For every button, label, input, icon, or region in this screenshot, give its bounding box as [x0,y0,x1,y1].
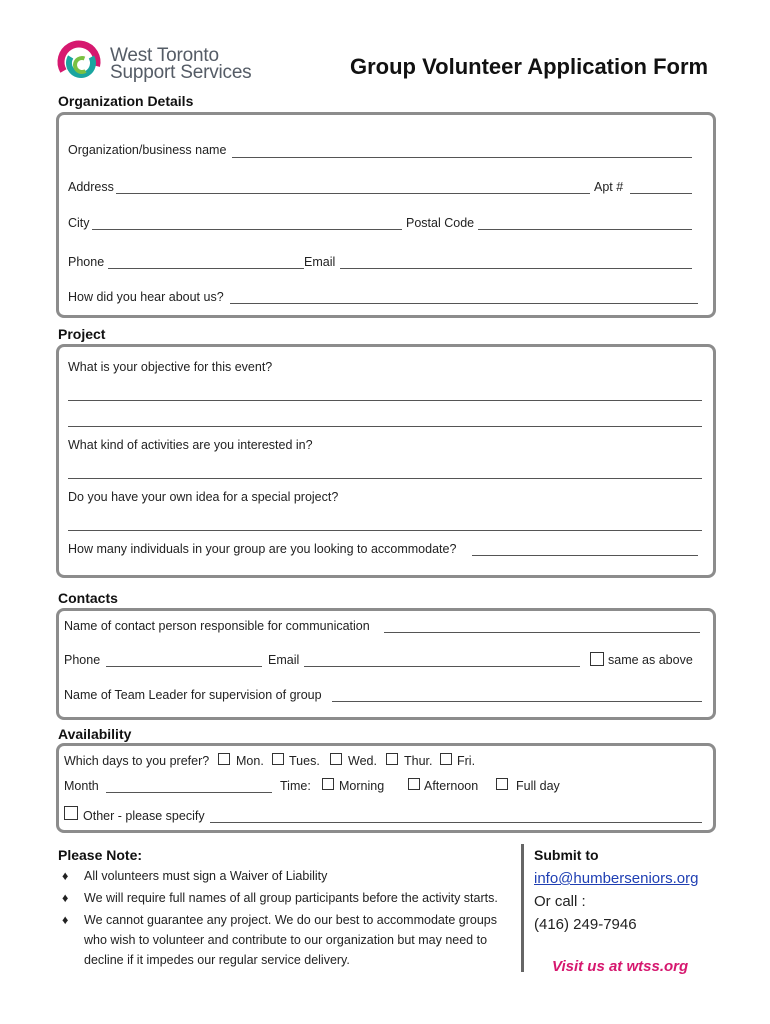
note-text-line-3: decline if it impedes our regular service delivery. [84,953,350,967]
afternoon-checkbox[interactable] [408,778,420,790]
bullet-icon: ♦ [62,891,69,905]
note-text-line-1: We cannot guarantee any project. We do our best to accommodate groups [84,913,497,927]
form-title: Group Volunteer Application Form [350,54,709,79]
org-email-field[interactable] [340,268,692,269]
afternoon-label: Afternoon [424,779,479,793]
team-leader-field[interactable] [332,701,702,702]
org-name-field[interactable] [232,157,692,158]
mon-checkbox[interactable] [218,753,230,765]
note-text: All volunteers must sign a Waiver of Liability [84,869,328,883]
bullet-icon: ♦ [62,913,69,927]
month-field[interactable] [106,792,272,793]
logo-line-2: Support Services [110,62,252,83]
contact-email-label: Email [268,653,300,667]
note-text: We will require full names of all group participants before the activity starts. [84,891,498,905]
or-call-label: Or call : [534,893,586,910]
contact-person-field[interactable] [384,632,700,633]
tues-label: Tues. [289,754,320,768]
contact-phone-label: Phone [64,653,101,667]
other-label: Other - please specify [83,809,205,823]
month-label: Month [64,779,99,793]
section-title-contacts: Contacts [58,590,118,606]
postal-label: Postal Code [406,216,475,230]
hear-field[interactable] [230,303,698,304]
team-leader-label: Name of Team Leader for supervision of group [64,688,322,702]
thur-label: Thur. [404,754,433,768]
activities-label: What kind of activities are you interested in? [68,438,313,452]
morning-label: Morning [339,779,385,793]
please-note-title: Please Note: [58,847,143,863]
wtss-logo-icon [55,38,107,88]
fri-label: Fri. [457,754,476,768]
submit-title: Submit to [534,847,599,863]
bullet-icon: ♦ [62,869,69,883]
logo-line-1: West Toronto [110,45,219,66]
time-label: Time: [280,779,311,793]
apt-field[interactable] [630,193,692,194]
group-size-field[interactable] [472,555,698,556]
activities-field[interactable] [68,478,702,479]
idea-label: Do you have your own idea for a special project? [68,490,339,504]
city-label: City [68,216,90,230]
thur-checkbox[interactable] [386,753,398,765]
objective-field-line-2[interactable] [68,426,702,427]
objective-field-line-1[interactable] [68,400,702,401]
contact-person-label: Name of contact person responsible for communication [64,619,370,633]
fri-checkbox[interactable] [440,753,452,765]
org-phone-field[interactable] [108,268,304,269]
section-title-availability: Availability [58,726,132,742]
address-field[interactable] [116,193,590,194]
group-size-label: How many individuals in your group are you looking to accommodate? [68,542,457,556]
notes-list [62,866,522,970]
city-field[interactable] [92,229,402,230]
apt-label: Apt # [594,180,624,194]
section-title-organization: Organization Details [58,93,194,109]
postal-field[interactable] [478,229,692,230]
org-name-label: Organization/business name [68,143,227,157]
morning-checkbox[interactable] [322,778,334,790]
idea-field[interactable] [68,530,702,531]
org-email-label: Email [304,255,336,269]
phone-number: (416) 249-7946 [534,916,637,933]
logo-text [110,47,251,81]
tues-checkbox[interactable] [272,753,284,765]
full-day-checkbox[interactable] [496,778,508,790]
mon-label: Mon. [236,754,264,768]
address-label: Address [68,180,114,194]
days-label: Which days to you prefer? [64,754,210,768]
other-checkbox[interactable] [64,806,78,820]
submit-email-link[interactable]: info@humberseniors.org [534,870,699,887]
note-item [62,866,522,886]
objective-label: What is your objective for this event? [68,360,273,374]
vertical-divider [521,844,524,972]
contact-phone-field[interactable] [106,666,262,667]
same-as-above-label: same as above [608,653,693,667]
visit-website[interactable]: Visit us at wtss.org [552,958,689,975]
same-as-above-checkbox[interactable] [590,652,604,666]
note-item [62,888,522,908]
section-title-project: Project [58,326,106,342]
wed-checkbox[interactable] [330,753,342,765]
contact-email-field[interactable] [304,666,580,667]
full-day-label: Full day [516,779,560,793]
wed-label: Wed. [348,754,377,768]
other-field[interactable] [210,822,702,823]
note-text-line-2: who wish to volunteer and contribute to our organization but may need to [84,933,488,947]
hear-label: How did you hear about us? [68,290,224,304]
note-item [62,910,522,970]
org-phone-label: Phone [68,255,105,269]
